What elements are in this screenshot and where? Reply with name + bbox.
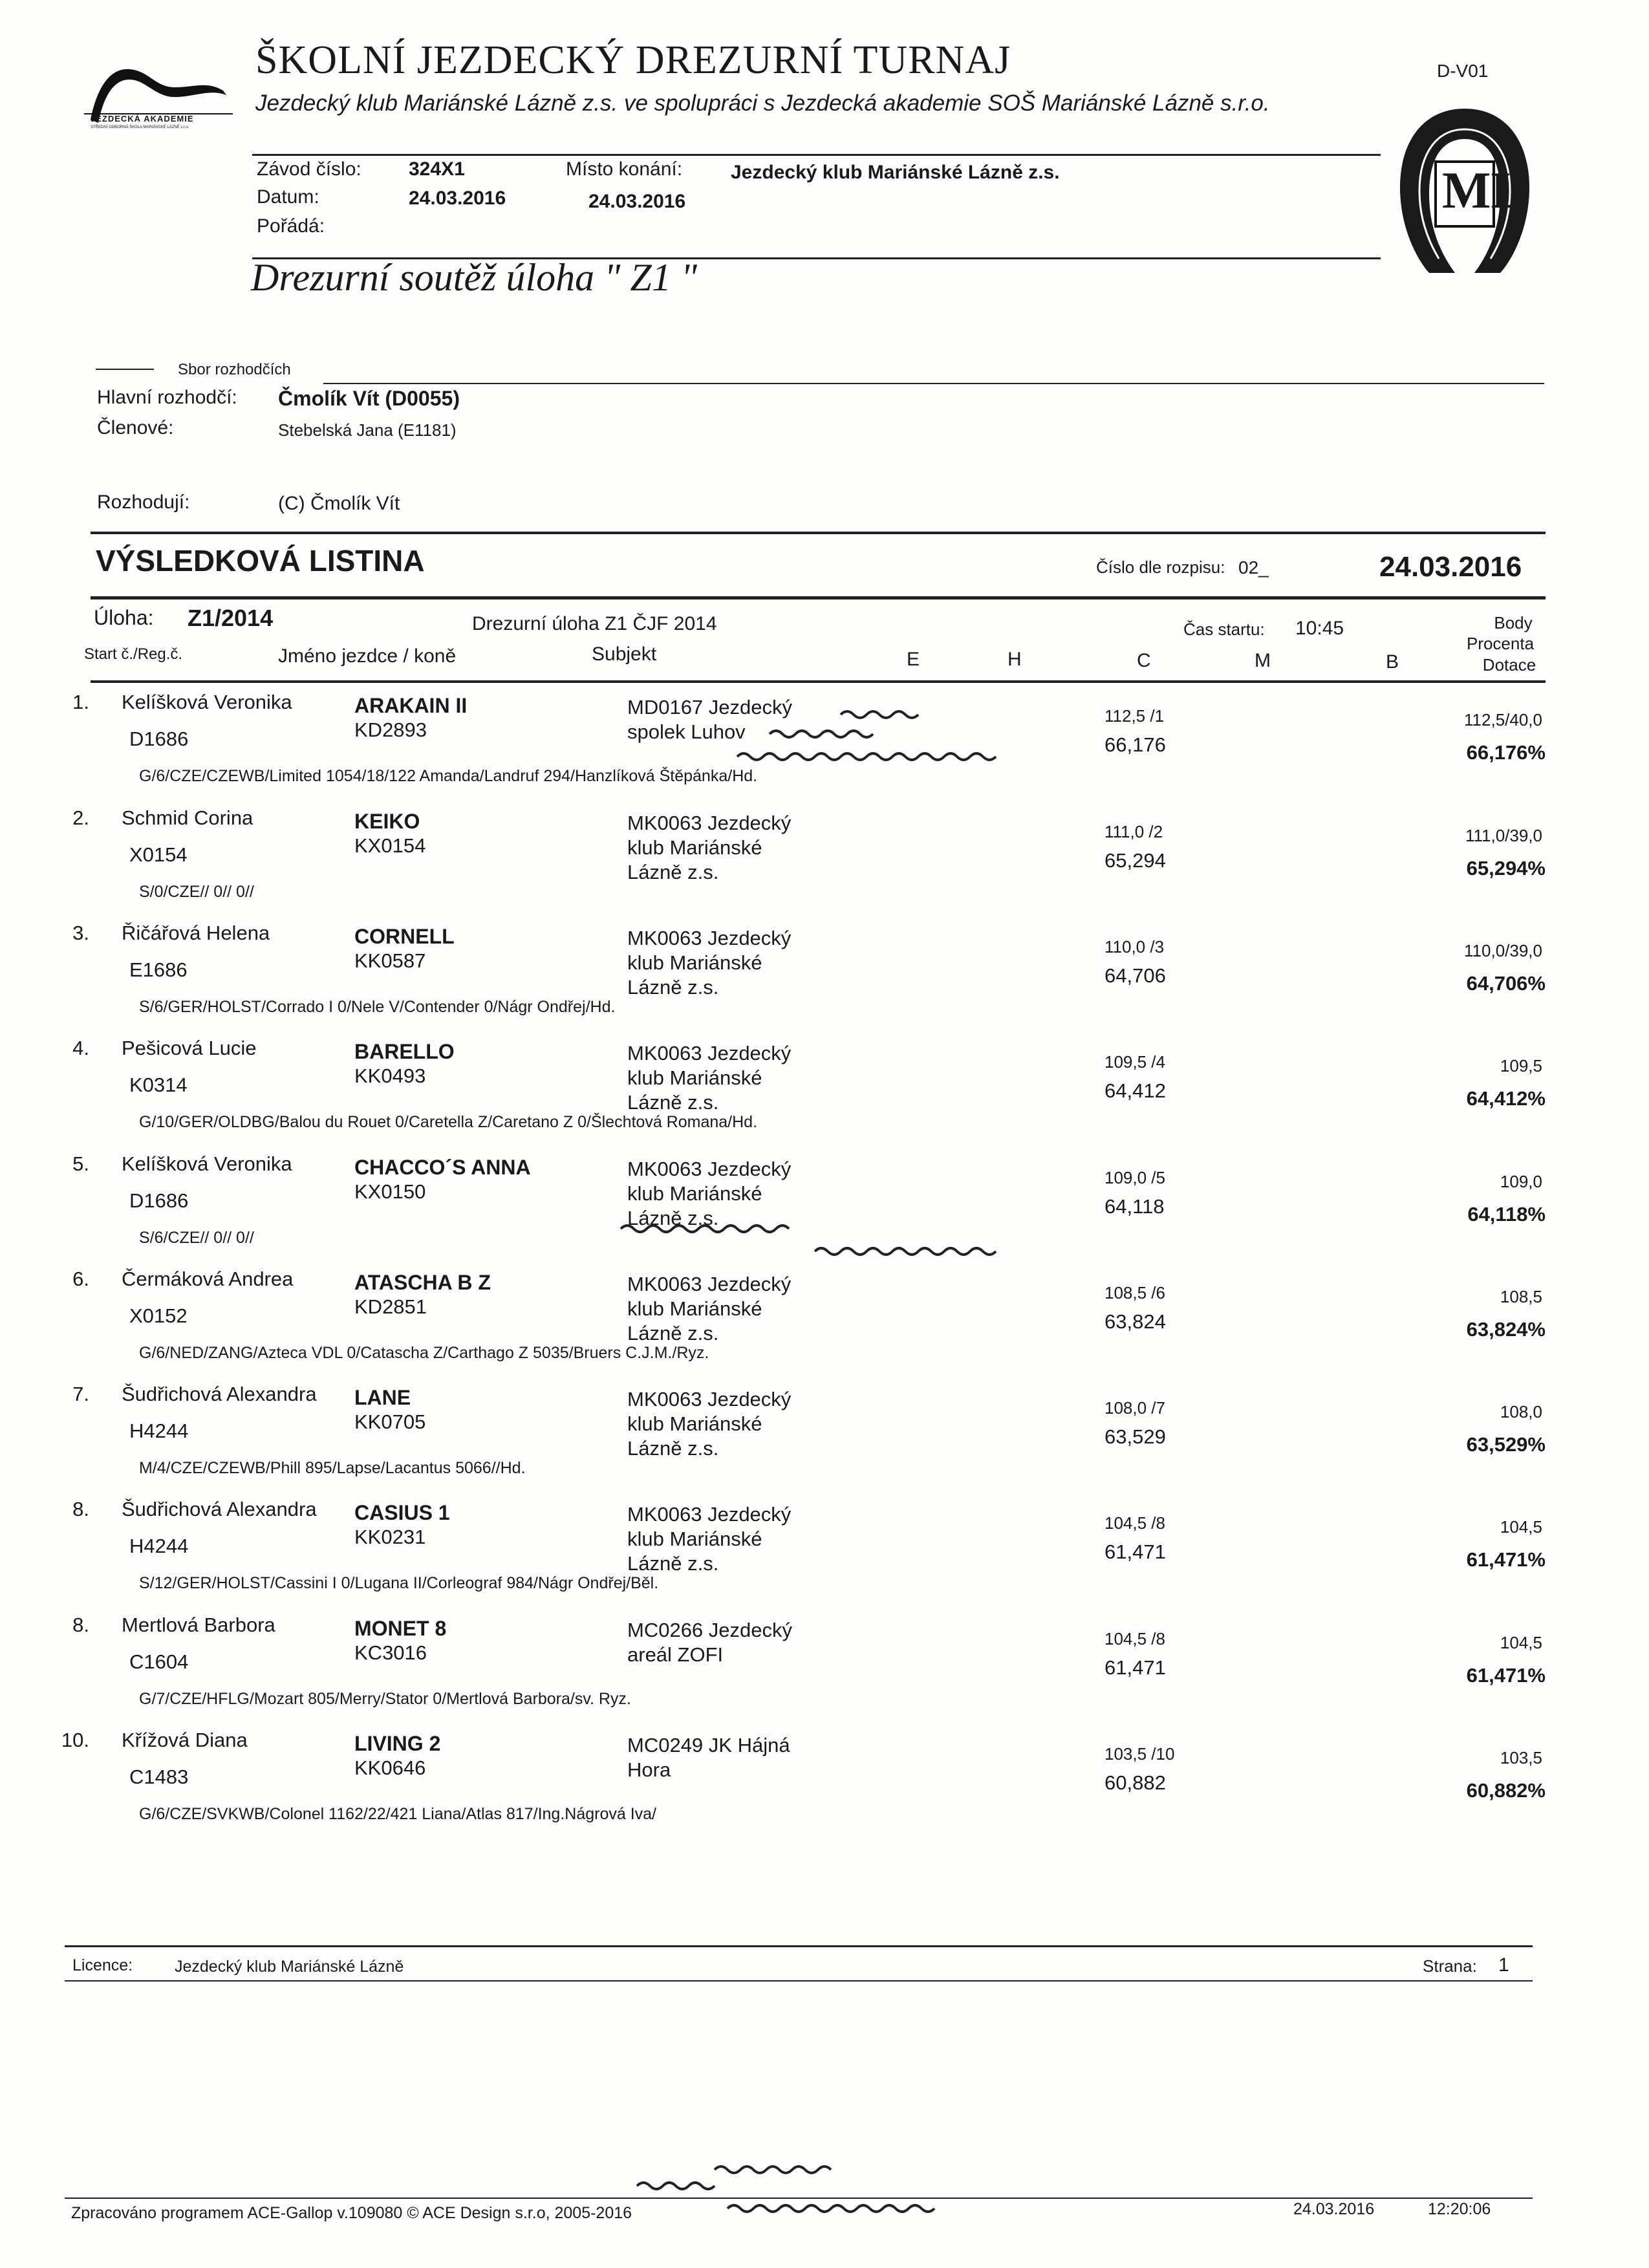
- row-total: 109,0: [1500, 1172, 1542, 1191]
- row-subj2: klub Mariánské: [627, 1297, 762, 1320]
- row-rider: Kelíšková Veronika: [122, 1152, 292, 1175]
- licence-value: Jezdecký klub Mariánské Lázně: [175, 1958, 404, 1976]
- row-rider: Křížová Diana: [122, 1729, 248, 1751]
- col-prize: Dotace: [1482, 655, 1536, 675]
- row-c-score: 104,5 /8: [1105, 1513, 1165, 1533]
- row-c-pct: 64,706: [1105, 964, 1166, 987]
- row-subj2: klub Mariánské: [627, 1182, 762, 1205]
- row-subj2: areál ZOFI: [627, 1643, 724, 1666]
- page-title: ŠKOLNÍ JEZDECKÝ DREZURNÍ TURNAJ: [255, 38, 1011, 82]
- row-total: 110,0/39,0: [1464, 941, 1542, 960]
- row-horse-id: KK0646: [354, 1756, 426, 1779]
- row-rank: 2.: [72, 806, 89, 829]
- handwritten-scribble: [731, 702, 1093, 773]
- results-title: VÝSLEDKOVÁ LISTINA: [96, 544, 425, 578]
- row-subj3: Lázně z.s.: [627, 1552, 719, 1575]
- row-subj3: Lázně z.s.: [627, 861, 719, 883]
- row-info: G/6/NED/ZANG/Azteca VDL 0/Catascha Z/Carthago Z 5035/Bruers C.J.M./Ryz.: [139, 1344, 709, 1362]
- row-horse-id: KK0231: [354, 1526, 426, 1548]
- row-c-score: 108,5 /6: [1105, 1283, 1165, 1302]
- row-horse: MONET 8: [354, 1617, 447, 1640]
- row-horse: CASIUS 1: [354, 1501, 450, 1524]
- row-subj1: MK0063 Jezdecký: [627, 927, 792, 949]
- row-rank: 3.: [72, 922, 89, 944]
- col-name: Jméno jezdce / koně: [278, 645, 457, 667]
- row-subj2: Hora: [627, 1758, 671, 1781]
- row-reg: E1686: [129, 958, 188, 981]
- members-value: Stebelská Jana (E1181): [278, 420, 457, 440]
- row-total: 109,5: [1500, 1056, 1542, 1075]
- row-rider: Řičářová Helena: [122, 922, 270, 944]
- row-horse-id: KD2893: [354, 718, 427, 741]
- row-subj2: spolek Luhov: [627, 720, 746, 743]
- row-info: G/10/GER/OLDBG/Balou du Rouet 0/Caretella Z/Caretano Z 0/Šlechtová Romana/Hd.: [139, 1113, 758, 1131]
- page-label: Strana:: [1423, 1956, 1477, 1976]
- row-subj2: klub Mariánské: [627, 1066, 762, 1089]
- row-c-pct: 63,824: [1105, 1310, 1166, 1333]
- row-horse: BARELLO: [354, 1040, 455, 1063]
- row-c-pct: 61,471: [1105, 1656, 1166, 1679]
- row-subj3: Lázně z.s.: [627, 1091, 719, 1114]
- row-subj3: Lázně z.s.: [627, 1207, 719, 1229]
- row-rider: Schmid Corina: [122, 806, 253, 829]
- row-info: G/6/CZE/CZEWB/Limited 1054/18/122 Amanda/Landruf 294/Hanzlíková Štěpánka/Hd.: [139, 767, 758, 785]
- licence-label: Licence:: [72, 1956, 133, 1974]
- row-subj1: MC0249 JK Hájná: [627, 1734, 790, 1756]
- row-pct: 66,176%: [1466, 741, 1546, 764]
- col-start: Start č./Reg.č.: [84, 645, 183, 663]
- row-rank: 8.: [72, 1614, 89, 1636]
- row-reg: C1604: [129, 1650, 189, 1673]
- row-c-score: 108,0 /7: [1105, 1398, 1165, 1418]
- row-subj1: MK0063 Jezdecký: [627, 1158, 792, 1180]
- row-pct: 64,412%: [1466, 1087, 1546, 1110]
- judging-label: Rozhodují:: [97, 491, 190, 513]
- members-label: Členové:: [97, 417, 174, 438]
- print-time: 12:20:06: [1428, 2200, 1491, 2218]
- col-c: C: [1137, 650, 1151, 671]
- program-info: Zpracováno programem ACE-Gallop v.109080 © ACE Design s.r.o, 2005-2016: [71, 2204, 632, 2222]
- listing-no-value: 02_: [1238, 557, 1269, 578]
- row-horse: KEIKO: [354, 810, 420, 833]
- row-rank: 5.: [72, 1152, 89, 1175]
- row-pct: 63,824%: [1466, 1318, 1546, 1341]
- row-rider: Šudřichová Alexandra: [122, 1383, 317, 1405]
- row-horse: ATASCHA B Z: [354, 1271, 491, 1294]
- row-horse-id: KC3016: [354, 1641, 427, 1664]
- row-horse-id: KK0493: [354, 1064, 426, 1087]
- row-reg: K0314: [129, 1074, 188, 1096]
- row-info: S/6/GER/HOLST/Corrado I 0/Nele V/Contender 0/Nágr Ondřej/Hd.: [139, 998, 616, 1016]
- row-rank: 1.: [72, 691, 89, 713]
- handwritten-scribble-3: [630, 2154, 967, 2218]
- row-subj1: MK0063 Jezdecký: [627, 1042, 792, 1064]
- row-total: 104,5: [1500, 1517, 1542, 1537]
- place-label: Místo konání:: [566, 158, 683, 180]
- row-subj2: klub Mariánské: [627, 836, 762, 859]
- row-reg: H4244: [129, 1535, 189, 1557]
- row-total: 104,5: [1500, 1633, 1542, 1652]
- row-rider: Mertlová Barbora: [122, 1614, 275, 1636]
- col-e: E: [907, 649, 920, 670]
- organizer-label: Pořádá:: [257, 215, 325, 237]
- row-horse: CORNELL: [354, 925, 455, 948]
- row-reg: D1686: [129, 1189, 189, 1212]
- row-subj1: MK0063 Jezdecký: [627, 812, 792, 834]
- task-description: Drezurní úloha Z1 ČJF 2014: [472, 613, 717, 634]
- chief-judge-value: Čmolík Vít (D0055): [278, 387, 460, 410]
- row-pct: 61,471%: [1466, 1664, 1546, 1687]
- row-horse-id: KK0587: [354, 949, 426, 972]
- row-c-pct: 64,412: [1105, 1079, 1166, 1102]
- row-c-pct: 61,471: [1105, 1540, 1166, 1563]
- row-horse: LANE: [354, 1386, 411, 1409]
- row-total: 103,5: [1500, 1748, 1542, 1767]
- listing-no-label: Číslo dle rozpisu:: [1096, 557, 1225, 577]
- page-subtitle: Jezdecký klub Mariánské Lázně z.s. ve spolupráci s Jezdecká akademie SOŠ Mariánské Lázně s.r.o.: [255, 91, 1270, 116]
- row-c-score: 112,5 /1: [1105, 706, 1165, 726]
- row-subj1: MK0063 Jezdecký: [627, 1503, 792, 1526]
- row-info: S/12/GER/HOLST/Cassini I 0/Lugana II/Corleograf 984/Nágr Ondřej/Běl.: [139, 1574, 659, 1592]
- col-m: M: [1255, 650, 1271, 671]
- row-pct: 65,294%: [1466, 857, 1546, 880]
- row-pct: 61,471%: [1466, 1548, 1546, 1571]
- competition-title: Drezurní soutěž úloha " Z1 ": [251, 256, 697, 299]
- row-rider: Šudřichová Alexandra: [122, 1498, 317, 1520]
- row-pct: 64,118%: [1467, 1203, 1546, 1226]
- row-c-pct: 65,294: [1105, 849, 1166, 872]
- row-info: M/4/CZE/CZEWB/Phill 895/Lapse/Lacantus 5066//Hd.: [139, 1459, 526, 1477]
- row-subj3: Lázně z.s.: [627, 1322, 719, 1345]
- row-info: S/6/CZE// 0// 0//: [139, 1229, 254, 1247]
- row-reg: X0152: [129, 1304, 188, 1327]
- row-reg: D1686: [129, 728, 189, 750]
- form-code: D-V01: [1437, 61, 1489, 81]
- row-horse-id: KX0150: [354, 1180, 426, 1203]
- chief-judge-label: Hlavní rozhodčí:: [97, 387, 237, 408]
- row-subj2: klub Mariánské: [627, 951, 762, 974]
- row-c-score: 110,0 /3: [1105, 937, 1165, 956]
- row-subj2: klub Mariánské: [627, 1412, 762, 1435]
- row-rank: 4.: [72, 1037, 89, 1059]
- row-horse-id: KX0154: [354, 834, 426, 857]
- row-total: 108,0: [1500, 1402, 1542, 1421]
- judging-value: (C) Čmolík Vít: [278, 493, 400, 514]
- row-subj2: klub Mariánské: [627, 1528, 762, 1550]
- row-subj3: Lázně z.s.: [627, 1437, 719, 1460]
- start-time-label: Čas startu:: [1183, 620, 1265, 639]
- row-c-pct: 63,529: [1105, 1425, 1166, 1448]
- row-c-score: 103,5 /10: [1105, 1744, 1175, 1764]
- row-c-score: 104,5 /8: [1105, 1629, 1165, 1648]
- row-total: 111,0/39,0: [1465, 826, 1542, 845]
- row-c-pct: 64,118: [1105, 1195, 1165, 1218]
- race-label: Závod číslo:: [257, 158, 361, 180]
- task-value: Z1/2014: [188, 605, 274, 631]
- row-c-score: 111,0 /2: [1105, 822, 1163, 841]
- row-subj3: Lázně z.s.: [627, 976, 719, 999]
- row-subj1: MK0063 Jezdecký: [627, 1273, 792, 1295]
- page-number: 1: [1498, 1954, 1509, 1976]
- row-total: 108,5: [1500, 1287, 1542, 1306]
- row-total: 112,5/40,0: [1464, 710, 1542, 729]
- row-info: G/7/CZE/HFLG/Mozart 805/Merry/Stator 0/Mertlová Barbora/sv. Ryz.: [139, 1690, 631, 1708]
- row-rider: Čermáková Andrea: [122, 1268, 294, 1290]
- row-horse: CHACCO´S ANNA: [354, 1156, 531, 1179]
- row-reg: X0154: [129, 843, 188, 866]
- col-subject: Subjekt: [592, 643, 657, 665]
- row-subj1: MC0266 Jezdecký: [627, 1619, 793, 1641]
- date-value-2: 24.03.2016: [588, 191, 686, 212]
- row-reg: C1483: [129, 1766, 189, 1788]
- judges-section-label: Sbor rozhodčích: [178, 361, 291, 378]
- col-percent: Procenta: [1466, 634, 1535, 653]
- start-time-value: 10:45: [1295, 618, 1344, 639]
- row-pct: 60,882%: [1466, 1779, 1546, 1802]
- row-rank: 10.: [61, 1729, 89, 1751]
- date-value: 24.03.2016: [409, 188, 506, 209]
- row-rank: 8.: [72, 1498, 89, 1520]
- row-info: S/0/CZE// 0// 0//: [139, 883, 254, 901]
- row-c-score: 109,5 /4: [1105, 1052, 1165, 1072]
- row-c-pct: 60,882: [1105, 1771, 1166, 1794]
- logo-text: JEZDECKÁ AKADEMIE: [91, 114, 194, 124]
- col-points: Body: [1494, 613, 1533, 632]
- row-info: G/6/CZE/SVKWB/Colonel 1162/22/421 Liana/Atlas 817/Ing.Nágrová Iva/: [139, 1805, 656, 1823]
- row-horse: ARAKAIN II: [354, 694, 468, 717]
- row-rider: Kelíšková Veronika: [122, 691, 292, 713]
- row-subj1: MK0063 Jezdecký: [627, 1388, 792, 1410]
- row-pct: 63,529%: [1466, 1433, 1546, 1456]
- row-c-pct: 66,176: [1105, 733, 1166, 756]
- logo-subtext: STŘEDNÍ ODBORNÁ ŠKOLA MARIÁNSKÉ LÁZNĚ s.r.o.: [91, 125, 189, 129]
- row-pct: 64,706%: [1466, 972, 1546, 995]
- date-label: Datum:: [257, 186, 319, 208]
- results-date: 24.03.2016: [1379, 551, 1522, 583]
- row-rank: 7.: [72, 1383, 89, 1405]
- task-label: Úloha:: [94, 606, 154, 629]
- handwritten-scribble-2: [614, 1196, 1015, 1274]
- row-rider: Pešicová Lucie: [122, 1037, 257, 1059]
- col-h: H: [1008, 649, 1022, 670]
- emblem-letters: ML: [1442, 162, 1525, 219]
- row-horse-id: KD2851: [354, 1295, 427, 1318]
- row-reg: H4244: [129, 1420, 189, 1442]
- place-value: Jezdecký klub Mariánské Lázně z.s.: [731, 162, 1060, 183]
- row-rank: 6.: [72, 1268, 89, 1290]
- row-c-score: 109,0 /5: [1105, 1168, 1165, 1187]
- row-subj1: MD0167 Jezdecký: [627, 696, 793, 718]
- row-horse-id: KK0705: [354, 1410, 426, 1433]
- col-b: B: [1386, 651, 1399, 673]
- race-value: 324X1: [409, 158, 465, 180]
- print-date: 24.03.2016: [1293, 2200, 1375, 2218]
- row-horse: LIVING 2: [354, 1732, 441, 1755]
